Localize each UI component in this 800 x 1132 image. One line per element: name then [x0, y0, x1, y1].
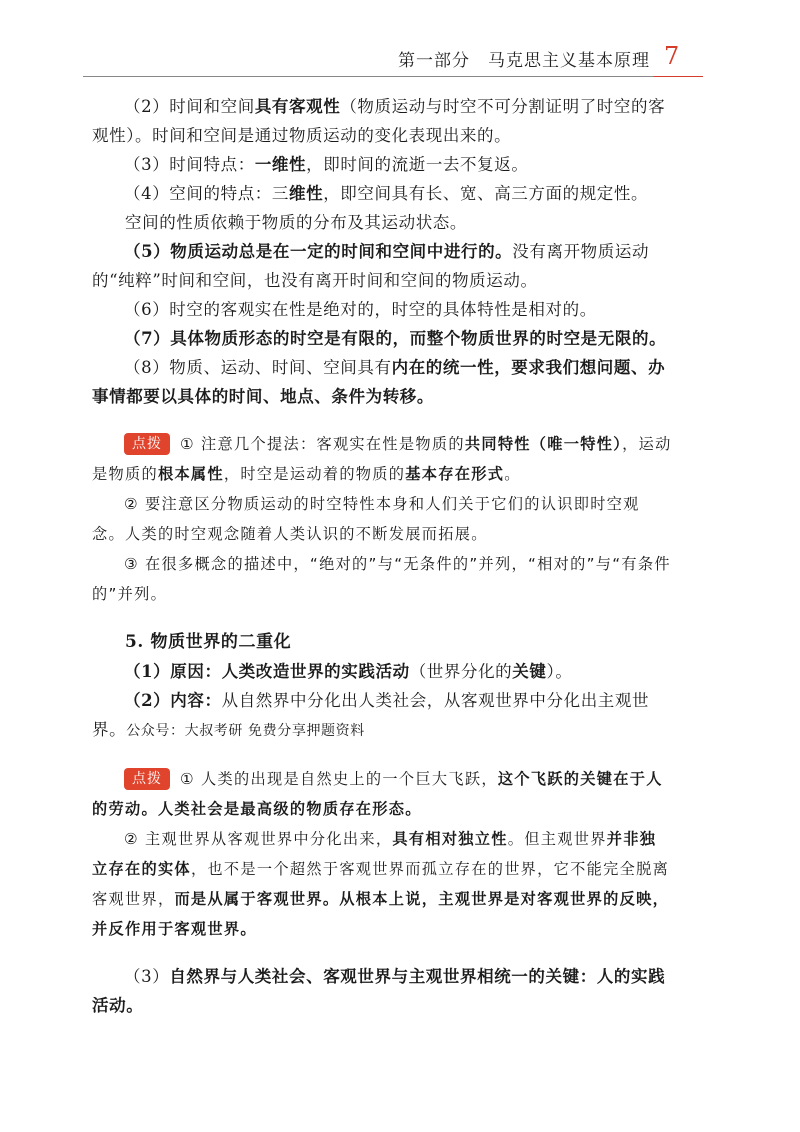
- section5-item-3: （3）自然界与人类社会、客观世界与主观世界相统一的关键：人的实践活动。: [92, 967, 666, 1015]
- page-content: [92, 92, 672, 1020]
- note1-point-2: ② 要注意区分物质运动的时空特性本身和人们关于它们的认识即时空观念。人类的时空观念随着人类认识的不断发展而拓展。: [92, 495, 640, 543]
- note1-point-1: 点拨 ① 注意几个提法：客观实在性是物质的共同特性（唯一特性），运动是物质的根本属性，时空是运动着的物质的基本存在形式。: [92, 435, 672, 483]
- item-4-line2: 空间的性质依赖于物质的分布及其运动状态。: [125, 213, 467, 232]
- item-8: （8）物质、运动、时间、空间具有内在的统一性，要求我们想问题、办事情都要以具体的时间、地点、条件为转移。: [92, 358, 666, 406]
- section5-item-1: （1）原因：人类改造世界的实践活动（世界分化的关键）。: [124, 662, 573, 681]
- header-rule: [83, 76, 703, 77]
- section-heading: 5. 物质世界的二重化: [125, 632, 292, 652]
- item-7: （7）具体物质形态的时空是有限的，而整个物质世界的时空是无限的。: [124, 329, 667, 348]
- item-5: （5）物质运动总是在一定的时间和空间中进行的。没有离开物质运动的“纯粹”时间和空间，也没有离开时间和空间的物质运动。: [92, 242, 650, 290]
- item-3: （3）时间特点：一维性，即时间的流逝一去不复返。: [124, 155, 529, 174]
- note2-point-2: ② 主观世界从客观世界中分化出来，具有相对独立性。但主观世界并非独立存在的实体，也不是一个超然于客观世界而孤立存在的世界，它不能完全脱离客观世界，而是从属于客观世界。从根本上说，主观世界是对客观世界的反映，并反作用于客观世界。: [92, 830, 670, 938]
- note2-point-1: 点拨 ① 人类的出现是自然史上的一个巨大飞跃，这个飞跃的关键在于人的劳动。人类社会是最高级的物质存在形态。: [92, 770, 663, 818]
- note-box-2: [92, 764, 672, 944]
- part-title: 第一部分 马克思主义基本原理: [398, 51, 650, 71]
- note-box-1: [92, 429, 672, 609]
- item-2: （2）时间和空间具有客观性（物质运动与时空不可分割证明了时空的客观性）。时间和空间是通过物质运动的变化表现出来的。: [92, 97, 666, 145]
- promo-text: 公众号：大叔考研 免费分享押题资料: [126, 723, 365, 739]
- note-badge: 点拨: [124, 768, 170, 790]
- item-6: （6）时空的客观实在性是绝对的，时空的具体特性是相对的。: [124, 300, 597, 319]
- page-number: 7: [664, 42, 680, 70]
- item-4: （4）空间的特点：三维性，即空间具有长、宽、高三方面的规定性。: [124, 184, 649, 203]
- page-header: [0, 44, 800, 74]
- note-badge: 点拨: [124, 433, 170, 455]
- section5-item-2: （2）内容：从自然界中分化出人类社会，从客观世界中分化出主观世界。公众号：大叔考研 免费分享押题资料: [92, 691, 650, 739]
- note1-point-3: ③ 在很多概念的描述中，“绝对的”与“无条件的”并列，“相对的”与“有条件的”并列。: [92, 555, 671, 603]
